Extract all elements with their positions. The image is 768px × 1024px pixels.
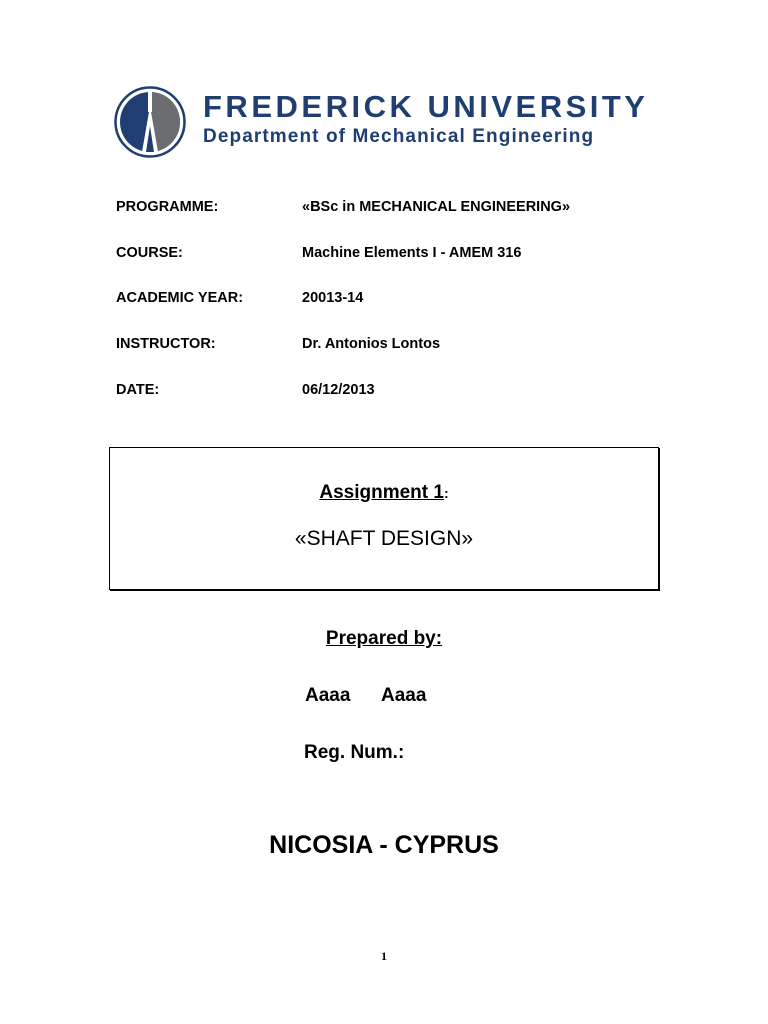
info-row-course [116,245,676,265]
info-row-programme [116,199,676,219]
assignment-colon: : [443,485,449,501]
assignment-box [109,447,659,590]
location: NICOSIA - CYPRUS [269,831,499,859]
info-value: 20013-14 [302,290,364,306]
info-label: PROGRAMME: [116,199,219,215]
frederick-university-logo-icon [114,86,186,158]
info-value: 06/12/2013 [302,382,375,398]
university-name: FREDERICK UNIVERSITY [203,89,649,124]
registration-number-label: Reg. Num.: [304,742,405,763]
assignment-title: Assignment 1 [319,482,444,503]
prepared-by-heading: Prepared by: [325,628,443,649]
info-value: «BSc in MECHANICAL ENGINEERING» [302,199,571,215]
department-name: Department of Mechanical Engineering [203,126,595,147]
page-number: 1 [381,949,387,963]
info-value: Dr. Antonios Lontos [302,336,441,352]
author-first-name: Aaaa [305,685,351,706]
info-label: COURSE: [116,245,183,261]
assignment-topic: «SHAFT DESIGN» [294,527,474,550]
info-row-academic-year [116,290,676,310]
info-row-date [116,382,676,402]
info-value: Machine Elements I - AMEM 316 [302,245,522,261]
info-label: ACADEMIC YEAR: [116,290,244,306]
info-label: DATE: [116,382,160,398]
info-row-instructor [116,336,676,356]
author-last-name: Aaaa [381,685,427,706]
assignment-heading [110,482,658,504]
info-label: INSTRUCTOR: [116,336,216,352]
